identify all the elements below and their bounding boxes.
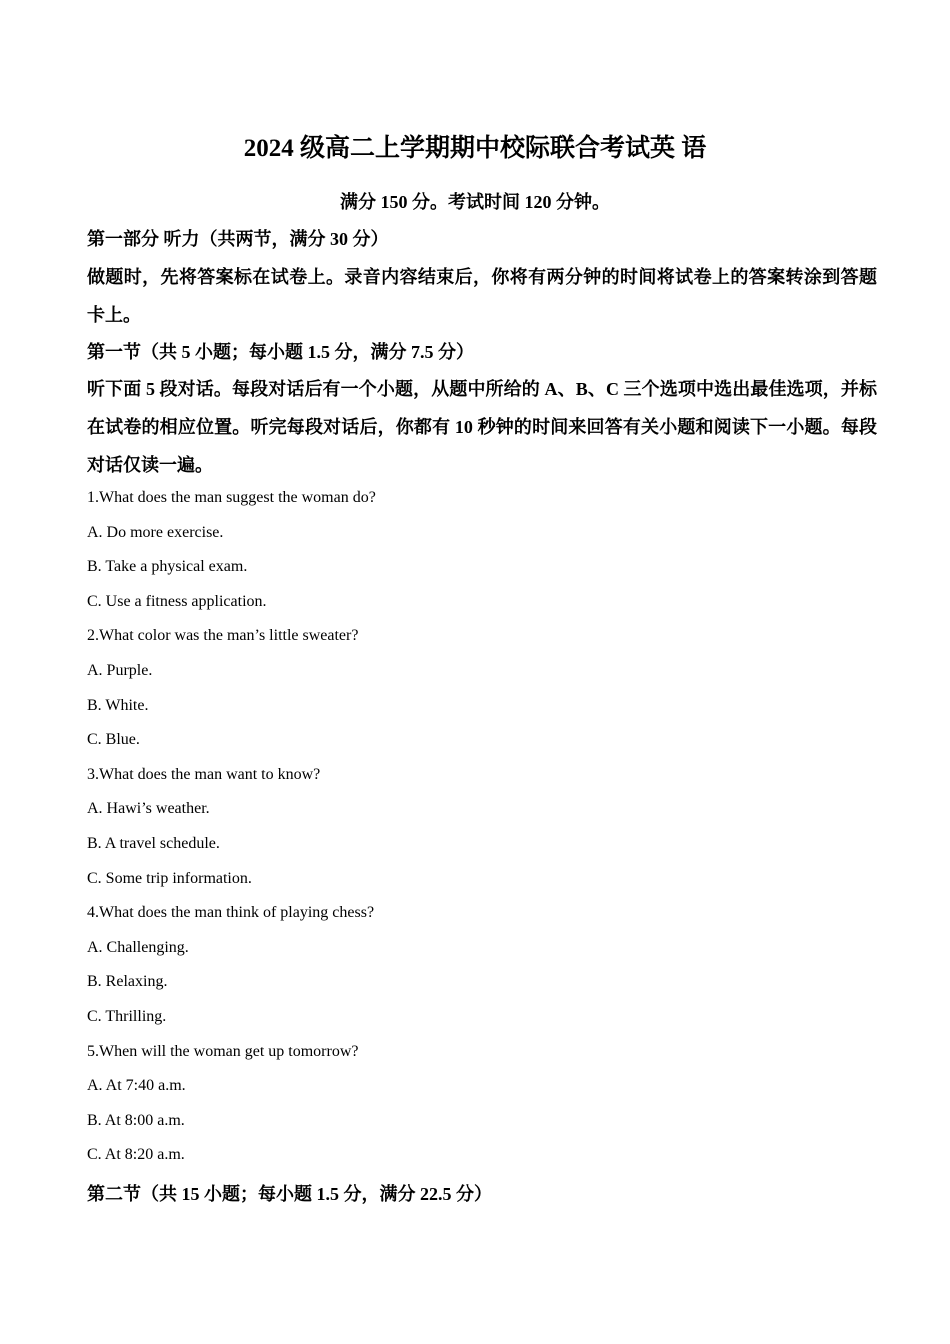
exam-body [87,224,877,1215]
option-c: C. Thrilling. [87,1007,167,1025]
option-c: C. Use a fitness application. [87,592,267,610]
option-b: B. Relaxing. [87,973,168,991]
exam-title: 2024 级高二上学期期中校际联合考试英 语 [243,135,707,162]
exam-subtitle: 满分 150 分。考试时间 120 分钟。 [340,192,610,212]
section-one-heading: 第一节（共 5 小题；每小题 1.5 分，满分 7.5 分） [87,341,474,362]
question-text: 5.When will the woman get up tomorrow? [87,1042,359,1060]
option-a: A. At 7:40 a.m. [87,1077,186,1095]
option-a: A. Do more exercise. [87,523,224,541]
option-a: A. Purple. [87,661,153,679]
question-text: 3.What does the man want to know? [87,765,321,783]
question-text: 4.What does the man think of playing chess? [87,904,375,922]
question-block [87,764,877,890]
question-block [87,625,877,751]
question-text: 1.What does the man suggest the woman do? [87,489,376,506]
question-block [87,487,877,613]
option-b: B. Take a physical exam. [87,558,248,576]
question-text: 2.What color was the man’s little sweater? [87,627,359,645]
option-c: C. At 8:20 a.m. [87,1146,185,1164]
option-c: C. Some trip information. [87,869,252,887]
part-one-heading: 第一部分 听力（共两节，满分 30 分） [87,229,389,249]
section-two-heading: 第二节（共 15 小题；每小题 1.5 分，满分 22.5 分） [87,1183,492,1204]
option-b: B. A travel schedule. [87,834,220,852]
option-c: C. Blue. [87,731,140,749]
option-b: B. White. [87,696,149,714]
question-block [87,902,877,1028]
option-b: B. At 8:00 a.m. [87,1111,185,1129]
option-a: A. Hawi’s weather. [87,800,210,818]
section-one-instructions: 听下面 5 段对话。每段对话后有一个小题，从题中所给的 A、B、C 三个选项中选出最佳选项，并标在试卷的相应位置。听完每段对话后，你都有 10 秒钟的时间来回答有关小题和阅读下一小题。每段对话仅读一遍。 [87,379,877,475]
question-block [87,1041,877,1167]
part-one-instructions: 做题时，先将答案标在试卷上。录音内容结束后，你将有两分钟的时间将试卷上的答案转涂到答题卡上。 [87,266,877,325]
option-a: A. Challenging. [87,938,189,956]
